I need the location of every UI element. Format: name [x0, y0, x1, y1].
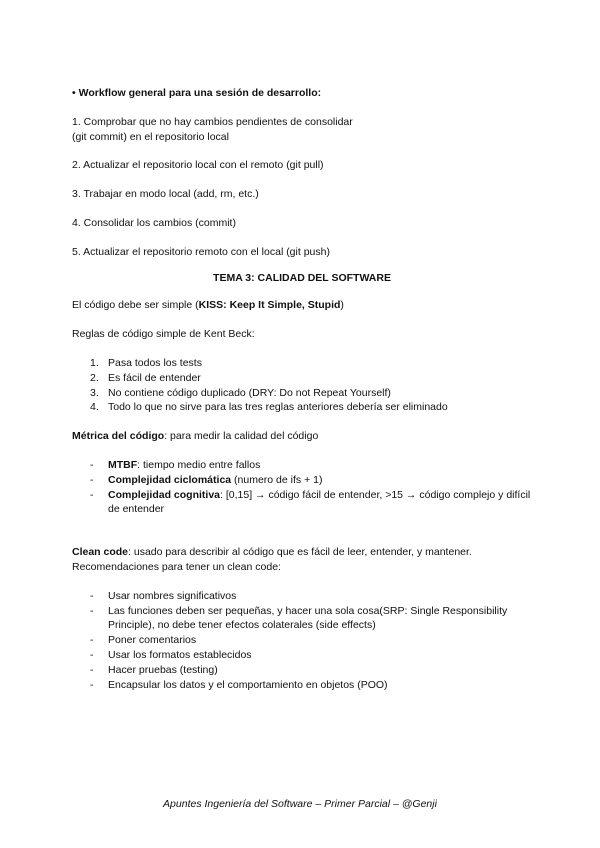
dash-bullet: -: [90, 589, 94, 602]
workflow-step-5: 5. Actualizar el repositorio remoto con el local (git push): [72, 245, 330, 258]
list-item: [72, 473, 532, 488]
list-item: [72, 663, 532, 678]
list-item: [72, 633, 532, 648]
clean-code-list: [72, 589, 532, 693]
metric-term: Complejidad ciclomática: [108, 473, 232, 486]
item-text: Usar nombres significativos: [108, 589, 237, 602]
metrics-heading: [72, 429, 532, 444]
clean-code-intro: Recomendaciones para tener un clean code:: [72, 560, 281, 573]
section-title: TEMA 3: CALIDAD DEL SOFTWARE: [213, 271, 391, 284]
item-text: Encapsular los datos y el comportamiento en objetos (POO): [108, 678, 388, 691]
list-item: [72, 488, 532, 518]
metric-desc: (numero de ifs + 1): [231, 473, 323, 486]
list-item: [72, 386, 532, 401]
page-footer: Apuntes Ingeniería del Software – Primer Parcial – @Genji: [163, 798, 437, 810]
list-item: [72, 400, 532, 415]
workflow-heading: • Workflow general para una sesión de desarrollo:: [72, 87, 322, 99]
metric-desc: : [0,15] → código fácil de entender, >15 → código complejo y difícil de entender: [108, 488, 531, 516]
list-item: [72, 648, 532, 663]
list-item: [72, 604, 532, 634]
workflow-step-4: 4. Consolidar los cambios (commit): [72, 216, 236, 229]
metrics-term: Métrica del código: [72, 430, 165, 443]
item-number: 1.: [90, 356, 99, 369]
item-number: 2.: [90, 371, 99, 384]
item-text: No contiene código duplicado (DRY: Do not Repeat Yourself): [108, 386, 391, 399]
item-text: Todo lo que no sirve para las tres reglas anteriores debería ser eliminado: [108, 401, 448, 414]
beck-intro: Reglas de código simple de Kent Beck:: [72, 328, 255, 341]
dash-bullet: -: [90, 663, 94, 676]
workflow-step-1a: 1. Comprobar que no hay cambios pendientes de consolidar: [72, 115, 353, 128]
item-text: Pasa todos los tests: [108, 356, 202, 369]
metrics-desc: : para medir la calidad del código: [164, 430, 319, 443]
list-item: [72, 678, 532, 693]
kiss-paragraph: [72, 298, 532, 313]
dash-bullet: -: [90, 604, 94, 617]
workflow-step-2: 2. Actualizar el repositorio local con el remoto (git pull): [72, 159, 324, 172]
kiss-prefix: El código debe ser simple (: [72, 299, 199, 312]
workflow-step-3: 3. Trabajar en modo local (add, rm, etc.): [72, 188, 259, 201]
list-item: [72, 589, 532, 604]
item-number: 4.: [90, 401, 99, 414]
item-text: Hacer pruebas (testing): [108, 663, 218, 676]
document-body: [72, 86, 532, 692]
item-number: 3.: [90, 386, 99, 399]
metric-desc: : tiempo medio entre fallos: [137, 458, 261, 471]
list-item: [72, 356, 532, 371]
item-text: Es fácil de entender: [108, 371, 201, 384]
clean-code-desc: : usado para describir al código que es fácil de leer, entender, y mantener.: [128, 546, 472, 559]
dash-bullet: -: [90, 473, 94, 486]
kiss-suffix: ): [340, 299, 344, 312]
beck-rules-list: [72, 356, 532, 415]
dash-bullet: -: [90, 648, 94, 661]
dash-bullet: -: [90, 458, 94, 471]
item-text: Las funciones deben ser pequeñas, y hacer una sola cosa(SRP: Single Responsibility Principle), no debe tener efectos colaterales (side effects): [108, 604, 508, 632]
dash-bullet: -: [90, 678, 94, 691]
kiss-term: KISS: Keep It Simple, Stupid: [198, 299, 341, 312]
metric-term: Complejidad cognitiva: [108, 488, 221, 501]
metric-term: MTBF: [108, 458, 138, 471]
item-text: Usar los formatos establecidos: [108, 648, 252, 661]
dash-bullet: -: [90, 488, 94, 501]
workflow-step-1b: (git commit) en el repositorio local: [72, 130, 229, 143]
clean-code-paragraph: [72, 545, 532, 560]
item-text: Poner comentarios: [108, 634, 197, 647]
dash-bullet: -: [90, 634, 94, 647]
list-item: [72, 458, 532, 473]
clean-code-term: Clean code: [72, 546, 129, 559]
list-item: [72, 371, 532, 386]
metrics-list: [72, 458, 532, 517]
